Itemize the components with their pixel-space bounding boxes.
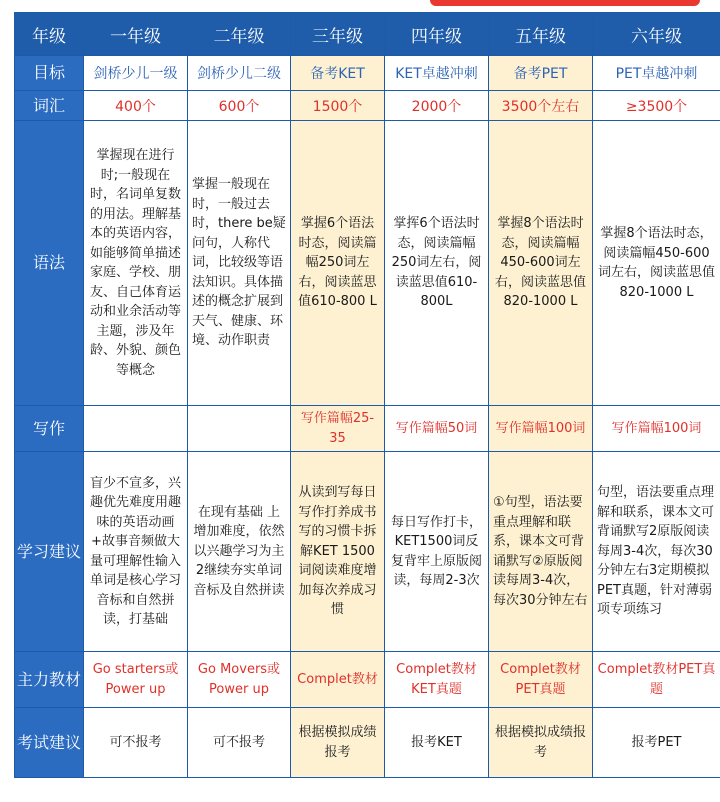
vocab-cell: 600个 bbox=[188, 91, 291, 121]
writing-label: 写作 bbox=[15, 406, 84, 452]
header-grade-6: 六年级 bbox=[593, 13, 720, 56]
target-cell: 剑桥少儿二级 bbox=[188, 56, 291, 91]
vocab-cell: 2000个 bbox=[385, 91, 489, 121]
target-row bbox=[15, 56, 720, 91]
header-grade: 年级 bbox=[15, 13, 84, 56]
header-grade-4: 四年级 bbox=[385, 13, 489, 56]
materials-cell: Go starters或Power up bbox=[84, 652, 188, 708]
grammar-cell: 掌握现在进行时;一般现在时，名词单复数的用法。理解基本的英语内容，如能够简单描述家庭、学校、朋友、自己体育运动和业余活动等主题，涉及年龄、外貌、颜色等概念 bbox=[84, 121, 188, 406]
header-grade-5: 五年级 bbox=[489, 13, 593, 56]
target-cell: 备考KET bbox=[291, 56, 385, 91]
exam-cell: 根据模拟成绩报考 bbox=[489, 708, 593, 778]
exam-cell: 报考KET bbox=[385, 708, 489, 778]
target-cell: 剑桥少儿一级 bbox=[84, 56, 188, 91]
grammar-cell: 掌握6个语法时态，阅读篇幅250词左右，阅读蓝思值610-800 L bbox=[291, 121, 385, 406]
vocab-cell: 3500个左右 bbox=[489, 91, 593, 121]
grade-plan-table bbox=[14, 12, 720, 778]
grammar-label: 语法 bbox=[15, 121, 84, 406]
materials-cell: Go Movers或Power up bbox=[188, 652, 291, 708]
header-row bbox=[15, 13, 720, 56]
advice-cell: 盲少不宣多，兴趣优先难度用趣味的英语动画+故事音频做大量可理解性输入单词是核心学习音标和自然拼读，打基础 bbox=[84, 452, 188, 652]
exam-label: 考试建议 bbox=[15, 708, 84, 778]
target-cell: PET卓越冲刺 bbox=[593, 56, 720, 91]
materials-cell: Complet教材PET真题 bbox=[593, 652, 720, 708]
header-grade-1: 一年级 bbox=[84, 13, 188, 56]
vocab-cell: ≥3500个 bbox=[593, 91, 720, 121]
writing-cell: 写作篇幅25-35 bbox=[291, 406, 385, 452]
exam-cell: 可不报考 bbox=[84, 708, 188, 778]
advice-label: 学习建议 bbox=[15, 452, 84, 652]
grammar-cell: 掌挥6个语法时态，阅读篇幅250词左右，阅读蓝思值610-800L bbox=[385, 121, 489, 406]
target-cell: KET卓越冲刺 bbox=[385, 56, 489, 91]
advice-cell: 从读到写每日写作打养成书写的习惯卡拆解KET 1500词阅读难度增加每次养成习惯 bbox=[291, 452, 385, 652]
vocab-cell: 1500个 bbox=[291, 91, 385, 121]
materials-cell: Complet教材PET真题 bbox=[489, 652, 593, 708]
grammar-row bbox=[15, 121, 720, 406]
materials-row bbox=[15, 652, 720, 708]
grammar-cell: 掌握8个语法时态，阅读篇幅450-600词左右，阅读蓝思值820-1000 L bbox=[593, 121, 720, 406]
materials-label: 主力教材 bbox=[15, 652, 84, 708]
materials-cell: Complet教材KET真题 bbox=[385, 652, 489, 708]
writing-cell: 写作篇幅100词 bbox=[593, 406, 720, 452]
writing-cell: 写作篇幅100词 bbox=[489, 406, 593, 452]
grammar-cell: 掌握一般现在时，一般过去时，there be疑问句，人称代词，比较级等语法知识。具体描述的概念扩展到天气、健康、环境、动作职责 bbox=[188, 121, 291, 406]
vocab-cell: 400个 bbox=[84, 91, 188, 121]
writing-row bbox=[15, 406, 720, 452]
exam-cell: 报考PET bbox=[593, 708, 720, 778]
advice-cell: 每日写作打卡，KET1500词反复背牢上原版阅读，每周2-3次 bbox=[385, 452, 489, 652]
advice-cell: 在现有基础 上增加难度，依然以兴趣学习为主2继续夯实单词音标及自然拼读 bbox=[188, 452, 291, 652]
top-red-strip bbox=[430, 0, 700, 6]
vocab-label: 词汇 bbox=[15, 91, 84, 121]
top-decoration bbox=[0, 0, 720, 10]
vocab-row bbox=[15, 91, 720, 121]
writing-cell bbox=[84, 406, 188, 452]
writing-cell: 写作篇幅50词 bbox=[385, 406, 489, 452]
writing-cell bbox=[188, 406, 291, 452]
advice-cell: 句型，语法要重点理解和联系，课本文可背诵默写2原版阅读每周3-4次，每次30分钟左右3定期模拟PET真题，针对薄弱项专项练习 bbox=[593, 452, 720, 652]
advice-row bbox=[15, 452, 720, 652]
target-cell: 备考PET bbox=[489, 56, 593, 91]
exam-row bbox=[15, 708, 720, 778]
materials-cell: Complet教材 bbox=[291, 652, 385, 708]
advice-cell: ①句型，语法要重点理解和联系，课本文可背诵默写②原版阅读每周3-4次，每次30分钟左右 bbox=[489, 452, 593, 652]
target-label: 目标 bbox=[15, 56, 84, 91]
grammar-cell: 掌握8个语法时态，阅读篇幅450-600词左右，阅读蓝思值820-1000 L bbox=[489, 121, 593, 406]
header-grade-2: 二年级 bbox=[188, 13, 291, 56]
exam-cell: 根据模拟成绩报考 bbox=[291, 708, 385, 778]
exam-cell: 可不报考 bbox=[188, 708, 291, 778]
header-grade-3: 三年级 bbox=[291, 13, 385, 56]
